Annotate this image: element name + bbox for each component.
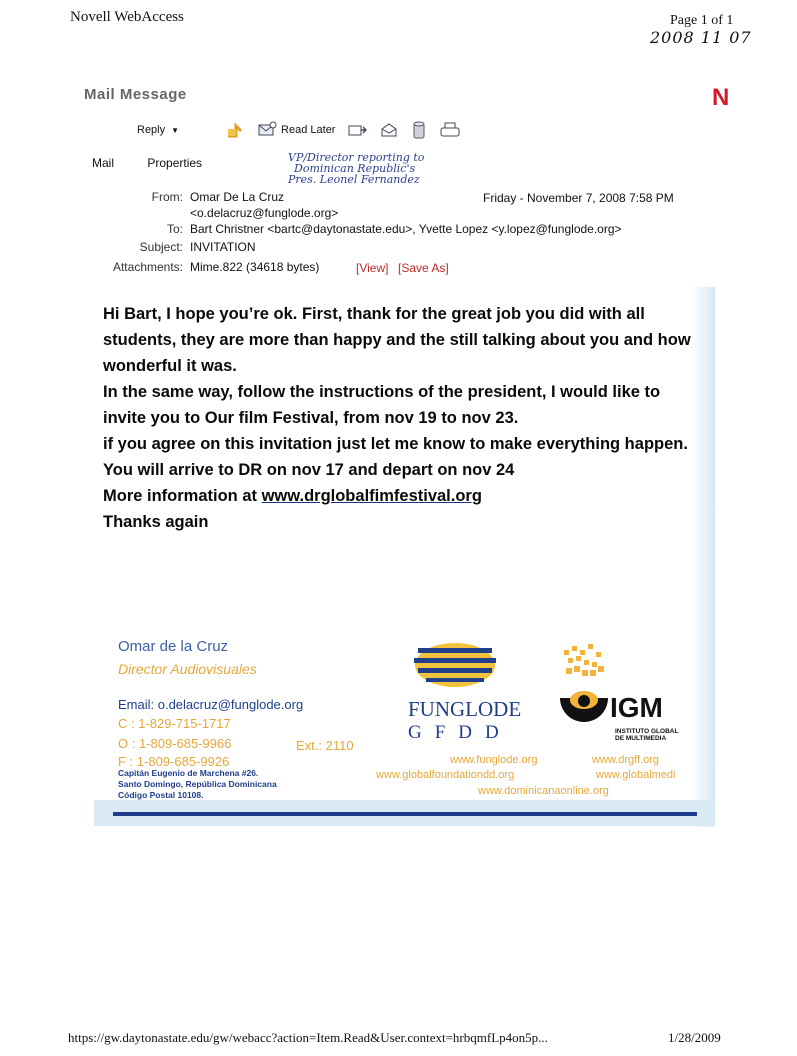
to-value[interactable]: Bart Christner <bartc@daytonastate.edu>, Yvette Lopez <y.lopez@funglode.org>: [190, 222, 622, 236]
handwritten-note-line: Pres. Leonel Fernandez: [288, 173, 420, 186]
signature-email[interactable]: Email: o.delacruz@funglode.org: [118, 697, 304, 712]
handwritten-note-line: VP/Director reporting to: [288, 151, 425, 164]
igm-subtitle-line: DE MULTIMEDIA: [615, 735, 667, 742]
site-drgff[interactable]: www.drgff.org: [592, 754, 660, 766]
page-info: Page 1 of 1: [670, 13, 734, 28]
signature-name: Omar de la Cruz: [118, 638, 229, 655]
handwritten-date: 2008 11 07: [650, 28, 752, 47]
body-paragraph: [103, 483, 703, 509]
handwritten-note: [288, 152, 518, 185]
move-button[interactable]: [347, 121, 367, 139]
read-later-icon: [257, 121, 277, 139]
signature-ext: Ext.: 2110: [296, 738, 354, 753]
igm-subtitle: [615, 728, 678, 742]
site-globalfoundation[interactable]: www.globalfoundationdd.org: [376, 769, 515, 781]
trash-icon: [411, 120, 427, 140]
novell-logo-icon: N: [712, 84, 730, 111]
gfdd-wordmark: GFDD: [408, 722, 512, 743]
delete-button[interactable]: [411, 120, 427, 140]
body-paragraph: In the same way, follow the instructions of the president, I would like to invite you to Our film Festival, from nov 19 to nov 23.: [103, 383, 661, 427]
funglode-logo-icon: [410, 640, 500, 690]
message-tabs: [92, 156, 222, 170]
from-name[interactable]: Omar De La Cruz: [190, 190, 285, 204]
signature-title: Director Audiovisuales: [118, 661, 257, 677]
tab-mail[interactable]: Mail: [92, 156, 115, 170]
open-button[interactable]: [379, 121, 399, 139]
chevron-down-icon: ▼: [171, 125, 180, 135]
print-button[interactable]: [439, 121, 461, 139]
body-paragraph: Hi Bart, I hope you’re ok. First, thank for the great job you did with all students, they are more than happy and the still talking about you and how wonderful it was.: [103, 305, 691, 375]
address-line: Santo Domingo, República Dominicana: [118, 779, 277, 789]
igm-logo-icon: [556, 640, 612, 726]
subject-label: Subject:: [139, 240, 183, 254]
forward-button[interactable]: [225, 120, 245, 140]
window-title: Mail Message: [84, 86, 187, 103]
funglode-wordmark: FUNGLODE: [408, 697, 522, 721]
site-funglode[interactable]: www.funglode.org: [450, 754, 538, 766]
site-globalmedia[interactable]: www.globalmedi: [596, 769, 676, 781]
attachment-name[interactable]: Mime.822 (34618 bytes): [190, 260, 320, 274]
body-paragraph: Thanks again: [103, 513, 209, 531]
body-paragraph: You will arrive to DR on nov 17 and depart on nov 24: [103, 461, 515, 479]
reply-label: Reply: [137, 124, 166, 136]
toolbar: [137, 120, 473, 140]
igm-wordmark: IGM: [610, 692, 663, 723]
from-label: From:: [151, 190, 183, 204]
save-as-link[interactable]: [Save As]: [398, 261, 449, 275]
signature-divider: [113, 812, 697, 816]
igm-subtitle-line: INSTITUTO GLOBAL: [615, 728, 679, 735]
to-label: To:: [166, 222, 183, 236]
signature-phone-f: F : 1-809-685-9926: [118, 754, 230, 769]
forward-icon: [225, 120, 245, 140]
read-later-label: Read Later: [281, 124, 336, 136]
open-envelope-icon: [379, 121, 399, 139]
address-line: Código Postal 10108.: [118, 790, 204, 800]
footer-date: 1/28/2009: [668, 1030, 721, 1045]
festival-link[interactable]: www.drglobalfimfestival.org: [261, 487, 482, 505]
message-date: Friday - November 7, 2008 7:58 PM: [483, 191, 674, 205]
address-line: Capitán Eugenio de Marchena #26.: [118, 768, 259, 778]
from-email[interactable]: <o.delacruz@funglode.org>: [190, 206, 339, 220]
body-paragraph: if you agree on this invitation just let me know to make everything happen.: [103, 435, 688, 453]
message-body: [103, 301, 703, 535]
envelope-arrow-icon: [347, 121, 367, 139]
footer-url: https://gw.daytonastate.edu/gw/webacc?action=Item.Read&User.context=hrbqmfLp4on5p...: [68, 1030, 548, 1045]
reply-button[interactable]: [137, 124, 179, 136]
signature-address: [118, 768, 277, 801]
handwritten-note-line: Dominican Republic's: [294, 162, 416, 175]
tab-properties[interactable]: Properties: [147, 156, 203, 170]
site-dominicanaonline[interactable]: www.dominicanaonline.org: [478, 785, 609, 797]
read-later-button[interactable]: [257, 121, 335, 139]
body-info-prefix: More information at: [103, 487, 262, 505]
attachments-label: Attachments:: [112, 260, 183, 274]
view-link[interactable]: [View]: [356, 261, 389, 275]
subject-value: INVITATION: [190, 240, 256, 254]
signature-phone-c: C : 1-829-715-1717: [118, 716, 231, 731]
printer-icon: [439, 121, 461, 139]
app-title: Novell WebAccess: [70, 9, 184, 25]
signature-phone-o: O : 1-809-685-9966: [118, 736, 232, 751]
